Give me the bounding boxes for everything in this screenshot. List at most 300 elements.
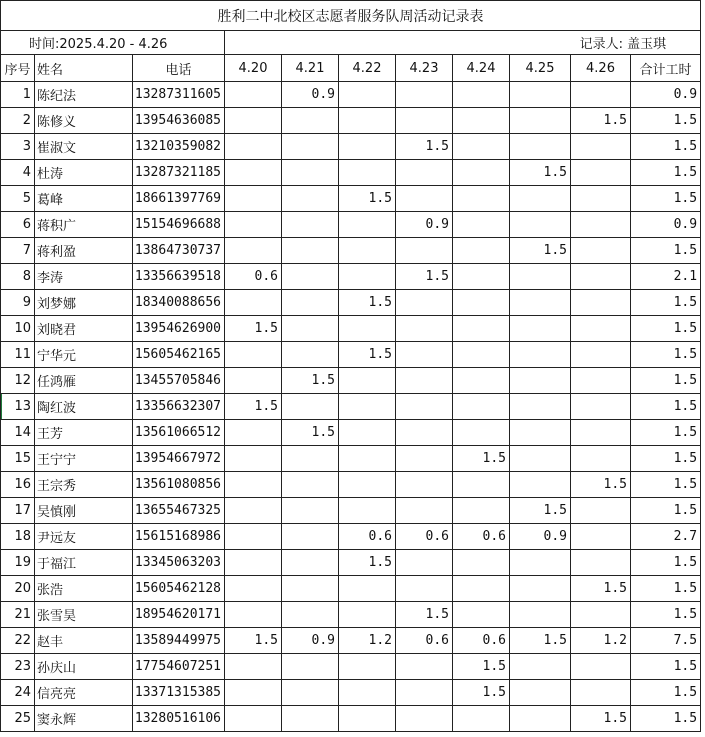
hours-cell[interactable] [510, 108, 571, 134]
hours-cell[interactable] [453, 394, 510, 420]
total-hours-cell[interactable]: 1.5 [631, 238, 701, 264]
phone-cell[interactable]: 13280516106 [133, 706, 225, 732]
hours-cell[interactable] [339, 472, 396, 498]
hours-cell[interactable] [282, 160, 339, 186]
phone-cell[interactable]: 13954626900 [133, 316, 225, 342]
hours-cell[interactable] [453, 290, 510, 316]
hours-cell[interactable] [571, 498, 631, 524]
total-hours-cell[interactable]: 1.5 [631, 550, 701, 576]
hours-cell[interactable] [339, 238, 396, 264]
hours-cell[interactable]: 1.5 [396, 134, 453, 160]
hours-cell[interactable] [225, 680, 282, 706]
hours-cell[interactable] [225, 498, 282, 524]
header-cell[interactable]: 姓名 [35, 55, 133, 82]
hours-cell[interactable]: 1.5 [571, 706, 631, 732]
hours-cell[interactable] [225, 602, 282, 628]
row-index-cell[interactable]: 21 [1, 602, 35, 628]
hours-cell[interactable] [225, 368, 282, 394]
total-hours-cell[interactable]: 2.1 [631, 264, 701, 290]
hours-cell[interactable] [282, 134, 339, 160]
hours-cell[interactable] [282, 472, 339, 498]
hours-cell[interactable] [225, 472, 282, 498]
hours-cell[interactable]: 0.9 [282, 628, 339, 654]
hours-cell[interactable] [282, 108, 339, 134]
hours-cell[interactable]: 1.5 [282, 420, 339, 446]
name-cell[interactable]: 赵丰 [35, 628, 133, 654]
hours-cell[interactable] [282, 602, 339, 628]
hours-cell[interactable]: 1.5 [571, 472, 631, 498]
phone-cell[interactable]: 13371315385 [133, 680, 225, 706]
hours-cell[interactable] [571, 602, 631, 628]
phone-cell[interactable]: 13287311605 [133, 82, 225, 108]
header-cell[interactable]: 4.23 [396, 55, 453, 82]
hours-cell[interactable] [396, 238, 453, 264]
hours-cell[interactable] [282, 680, 339, 706]
row-index-cell[interactable]: 25 [1, 706, 35, 732]
hours-cell[interactable] [396, 420, 453, 446]
header-cell[interactable]: 4.20 [225, 55, 282, 82]
hours-cell[interactable] [282, 550, 339, 576]
phone-cell[interactable]: 13655467325 [133, 498, 225, 524]
row-index-cell[interactable]: 6 [1, 212, 35, 238]
hours-cell[interactable]: 1.5 [282, 368, 339, 394]
hours-cell[interactable] [225, 212, 282, 238]
phone-cell[interactable]: 18340088656 [133, 290, 225, 316]
hours-cell[interactable]: 1.5 [339, 290, 396, 316]
hours-cell[interactable] [510, 134, 571, 160]
total-hours-cell[interactable]: 1.5 [631, 316, 701, 342]
hours-cell[interactable] [225, 550, 282, 576]
table-row [1, 108, 701, 134]
hours-cell[interactable] [396, 186, 453, 212]
name-cell[interactable]: 陶红波 [35, 394, 133, 420]
hours-cell[interactable] [225, 134, 282, 160]
name-cell[interactable]: 宁华元 [35, 342, 133, 368]
hours-cell[interactable]: 0.9 [282, 82, 339, 108]
hours-cell[interactable] [453, 368, 510, 394]
hours-cell[interactable] [510, 212, 571, 238]
hours-cell[interactable]: 1.5 [453, 446, 510, 472]
row-index-cell[interactable]: 4 [1, 160, 35, 186]
header-cell[interactable]: 4.24 [453, 55, 510, 82]
total-hours-cell[interactable]: 1.5 [631, 420, 701, 446]
hours-cell[interactable] [225, 576, 282, 602]
hours-cell[interactable]: 1.2 [339, 628, 396, 654]
total-hours-cell[interactable]: 0.9 [631, 82, 701, 108]
total-hours-cell[interactable]: 1.5 [631, 576, 701, 602]
row-index-cell[interactable]: 8 [1, 264, 35, 290]
phone-cell[interactable]: 13561066512 [133, 420, 225, 446]
hours-cell[interactable]: 1.5 [571, 576, 631, 602]
header-cell[interactable]: 序号 [1, 55, 35, 82]
hours-cell[interactable]: 1.5 [571, 108, 631, 134]
hours-cell[interactable] [339, 446, 396, 472]
hours-cell[interactable] [396, 576, 453, 602]
row-index-cell[interactable]: 24 [1, 680, 35, 706]
row-index-cell[interactable]: 7 [1, 238, 35, 264]
hours-cell[interactable] [510, 290, 571, 316]
period-cell[interactable]: 时间:2025.4.20 - 4.26 [1, 31, 225, 55]
hours-cell[interactable] [571, 420, 631, 446]
header-cell[interactable]: 4.25 [510, 55, 571, 82]
hours-cell[interactable] [282, 212, 339, 238]
hours-cell[interactable] [510, 342, 571, 368]
hours-cell[interactable] [339, 498, 396, 524]
hours-cell[interactable] [225, 160, 282, 186]
name-cell[interactable]: 窦永辉 [35, 706, 133, 732]
table-row [1, 290, 701, 316]
row-index-cell[interactable]: 14 [1, 420, 35, 446]
hours-cell[interactable] [453, 264, 510, 290]
hours-cell[interactable] [282, 706, 339, 732]
phone-cell[interactable]: 13954636085 [133, 108, 225, 134]
hours-cell[interactable] [282, 394, 339, 420]
hours-cell[interactable] [225, 108, 282, 134]
hours-cell[interactable] [510, 368, 571, 394]
hours-cell[interactable] [571, 264, 631, 290]
hours-cell[interactable] [225, 186, 282, 212]
header-cell[interactable]: 4.22 [339, 55, 396, 82]
total-hours-cell[interactable]: 1.5 [631, 342, 701, 368]
name-cell[interactable]: 于福江 [35, 550, 133, 576]
hours-cell[interactable]: 0.6 [225, 264, 282, 290]
row-index-cell[interactable]: 10 [1, 316, 35, 342]
hours-cell[interactable] [339, 706, 396, 732]
hours-cell[interactable] [453, 342, 510, 368]
table-row [1, 264, 701, 290]
hours-cell[interactable] [571, 134, 631, 160]
hours-cell[interactable] [510, 316, 571, 342]
hours-cell[interactable] [282, 342, 339, 368]
hours-cell[interactable]: 1.5 [510, 628, 571, 654]
name-cell[interactable]: 陈修义 [35, 108, 133, 134]
hours-cell[interactable] [571, 316, 631, 342]
hours-cell[interactable] [396, 290, 453, 316]
phone-cell[interactable]: 15154696688 [133, 212, 225, 238]
hours-cell[interactable] [453, 82, 510, 108]
hours-cell[interactable]: 0.6 [453, 628, 510, 654]
hours-cell[interactable] [282, 290, 339, 316]
hours-cell[interactable] [453, 238, 510, 264]
hours-cell[interactable] [510, 420, 571, 446]
hours-cell[interactable] [510, 446, 571, 472]
hours-cell[interactable] [453, 316, 510, 342]
row-index-cell[interactable]: 16 [1, 472, 35, 498]
hours-cell[interactable] [571, 238, 631, 264]
hours-cell[interactable] [571, 394, 631, 420]
row-index-cell[interactable]: 2 [1, 108, 35, 134]
name-cell[interactable]: 孙庆山 [35, 654, 133, 680]
total-hours-cell[interactable]: 2.7 [631, 524, 701, 550]
total-hours-cell[interactable]: 1.5 [631, 394, 701, 420]
phone-cell[interactable]: 13954667972 [133, 446, 225, 472]
row-index-cell[interactable]: 22 [1, 628, 35, 654]
total-hours-cell[interactable]: 1.5 [631, 160, 701, 186]
total-hours-cell[interactable]: 1.5 [631, 654, 701, 680]
hours-cell[interactable] [282, 446, 339, 472]
hours-cell[interactable] [225, 524, 282, 550]
table-row [1, 680, 701, 706]
hours-cell[interactable] [339, 212, 396, 238]
hours-cell[interactable] [396, 498, 453, 524]
hours-cell[interactable] [396, 160, 453, 186]
hours-cell[interactable] [453, 498, 510, 524]
phone-cell[interactable]: 17754607251 [133, 654, 225, 680]
header-cell[interactable]: 4.26 [571, 55, 631, 82]
hours-cell[interactable] [282, 576, 339, 602]
hours-cell[interactable] [282, 498, 339, 524]
hours-cell[interactable] [282, 238, 339, 264]
total-hours-cell[interactable]: 1.5 [631, 186, 701, 212]
hours-cell[interactable]: 1.5 [453, 680, 510, 706]
name-cell[interactable]: 蒋积广 [35, 212, 133, 238]
hours-cell[interactable]: 0.9 [396, 212, 453, 238]
name-cell[interactable]: 尹远友 [35, 524, 133, 550]
hours-cell[interactable] [453, 186, 510, 212]
name-cell[interactable]: 信亮亮 [35, 680, 133, 706]
header-cell[interactable]: 4.21 [282, 55, 339, 82]
hours-cell[interactable] [396, 82, 453, 108]
phone-cell[interactable]: 15615168986 [133, 524, 225, 550]
hours-cell[interactable] [510, 264, 571, 290]
hours-cell[interactable] [396, 446, 453, 472]
name-cell[interactable]: 杜涛 [35, 160, 133, 186]
name-cell[interactable]: 葛峰 [35, 186, 133, 212]
hours-cell[interactable] [571, 654, 631, 680]
row-index-cell[interactable]: 12 [1, 368, 35, 394]
hours-cell[interactable]: 1.5 [510, 160, 571, 186]
hours-cell[interactable] [396, 550, 453, 576]
hours-cell[interactable] [510, 576, 571, 602]
hours-cell[interactable] [396, 316, 453, 342]
hours-cell[interactable] [453, 420, 510, 446]
hours-cell[interactable] [396, 706, 453, 732]
hours-cell[interactable] [339, 420, 396, 446]
hours-cell[interactable] [510, 550, 571, 576]
hours-cell[interactable] [510, 394, 571, 420]
phone-cell[interactable]: 13356632307 [133, 394, 225, 420]
name-cell[interactable]: 王宁宁 [35, 446, 133, 472]
total-hours-cell[interactable]: 1.5 [631, 290, 701, 316]
hours-cell[interactable]: 1.5 [396, 602, 453, 628]
row-index-cell[interactable]: 3 [1, 134, 35, 160]
hours-cell[interactable]: 1.5 [225, 628, 282, 654]
hours-cell[interactable]: 1.2 [571, 628, 631, 654]
hours-cell[interactable] [453, 550, 510, 576]
name-cell[interactable]: 王芳 [35, 420, 133, 446]
phone-cell[interactable]: 13864730737 [133, 238, 225, 264]
name-cell[interactable]: 陈纪法 [35, 82, 133, 108]
hours-cell[interactable] [396, 680, 453, 706]
phone-cell[interactable]: 18661397769 [133, 186, 225, 212]
hours-cell[interactable] [453, 160, 510, 186]
hours-cell[interactable] [571, 524, 631, 550]
hours-cell[interactable]: 1.5 [510, 238, 571, 264]
hours-cell[interactable] [453, 212, 510, 238]
hours-cell[interactable] [453, 706, 510, 732]
phone-cell[interactable]: 13561080856 [133, 472, 225, 498]
hours-cell[interactable] [510, 602, 571, 628]
hours-cell[interactable] [339, 108, 396, 134]
hours-cell[interactable] [282, 654, 339, 680]
hours-cell[interactable] [571, 446, 631, 472]
hours-cell[interactable] [339, 602, 396, 628]
name-cell[interactable]: 崔淑文 [35, 134, 133, 160]
total-hours-cell[interactable]: 7.5 [631, 628, 701, 654]
hours-cell[interactable] [339, 264, 396, 290]
hours-cell[interactable] [339, 394, 396, 420]
total-hours-cell[interactable]: 1.5 [631, 706, 701, 732]
hours-cell[interactable] [396, 394, 453, 420]
hours-cell[interactable] [453, 472, 510, 498]
row-index-cell[interactable]: 5 [1, 186, 35, 212]
hours-cell[interactable] [510, 186, 571, 212]
hours-cell[interactable] [339, 82, 396, 108]
hours-cell[interactable] [396, 472, 453, 498]
hours-cell[interactable]: 1.5 [225, 394, 282, 420]
hours-cell[interactable] [510, 472, 571, 498]
name-cell[interactable]: 李涛 [35, 264, 133, 290]
hours-cell[interactable] [282, 264, 339, 290]
hours-cell[interactable] [571, 342, 631, 368]
hours-cell[interactable]: 0.6 [453, 524, 510, 550]
phone-cell[interactable]: 13345063203 [133, 550, 225, 576]
hours-cell[interactable] [571, 680, 631, 706]
total-hours-cell[interactable]: 1.5 [631, 680, 701, 706]
phone-cell[interactable]: 15605462165 [133, 342, 225, 368]
hours-cell[interactable] [225, 290, 282, 316]
row-index-cell[interactable]: 23 [1, 654, 35, 680]
hours-cell[interactable] [225, 342, 282, 368]
hours-cell[interactable] [571, 212, 631, 238]
table-row [1, 472, 701, 498]
hours-cell[interactable] [510, 82, 571, 108]
hours-cell[interactable] [396, 654, 453, 680]
hours-cell[interactable] [339, 160, 396, 186]
table-row [1, 524, 701, 550]
table-row [1, 186, 701, 212]
row-index-cell[interactable]: 15 [1, 446, 35, 472]
hours-cell[interactable] [453, 134, 510, 160]
hours-cell[interactable] [225, 420, 282, 446]
hours-cell[interactable]: 1.5 [225, 316, 282, 342]
total-hours-cell[interactable]: 0.9 [631, 212, 701, 238]
hours-cell[interactable] [339, 316, 396, 342]
hours-cell[interactable] [339, 576, 396, 602]
name-cell[interactable]: 王宗秀 [35, 472, 133, 498]
phone-cell[interactable]: 13356639518 [133, 264, 225, 290]
hours-cell[interactable] [339, 654, 396, 680]
row-index-cell[interactable]: 19 [1, 550, 35, 576]
hours-cell[interactable] [396, 108, 453, 134]
total-hours-cell[interactable]: 1.5 [631, 134, 701, 160]
hours-cell[interactable] [282, 186, 339, 212]
hours-cell[interactable] [396, 368, 453, 394]
hours-cell[interactable] [453, 576, 510, 602]
hours-cell[interactable] [510, 706, 571, 732]
hours-cell[interactable] [225, 654, 282, 680]
total-hours-cell[interactable]: 1.5 [631, 446, 701, 472]
total-hours-cell[interactable]: 1.5 [631, 472, 701, 498]
row-index-cell[interactable]: 20 [1, 576, 35, 602]
phone-cell[interactable]: 13455705846 [133, 368, 225, 394]
hours-cell[interactable] [282, 524, 339, 550]
hours-cell[interactable] [510, 654, 571, 680]
hours-cell[interactable] [225, 706, 282, 732]
hours-cell[interactable] [571, 550, 631, 576]
hours-cell[interactable] [571, 82, 631, 108]
hours-cell[interactable] [510, 680, 571, 706]
hours-cell[interactable]: 0.9 [510, 524, 571, 550]
row-index-cell[interactable]: 11 [1, 342, 35, 368]
phone-cell[interactable]: 13210359082 [133, 134, 225, 160]
hours-cell[interactable]: 1.5 [339, 342, 396, 368]
sheet-title[interactable]: 胜利二中北校区志愿者服务队周活动记录表 [1, 1, 701, 31]
hours-cell[interactable] [396, 342, 453, 368]
hours-cell[interactable]: 1.5 [396, 264, 453, 290]
phone-cell[interactable]: 13589449975 [133, 628, 225, 654]
total-hours-cell[interactable]: 1.5 [631, 368, 701, 394]
name-cell[interactable]: 刘晓君 [35, 316, 133, 342]
name-cell[interactable]: 蒋利盈 [35, 238, 133, 264]
hours-cell[interactable] [453, 108, 510, 134]
hours-cell[interactable] [571, 290, 631, 316]
hours-cell[interactable] [282, 316, 339, 342]
total-hours-cell[interactable]: 1.5 [631, 498, 701, 524]
row-index-cell[interactable]: 17 [1, 498, 35, 524]
name-cell[interactable]: 刘梦娜 [35, 290, 133, 316]
hours-cell[interactable]: 1.5 [453, 654, 510, 680]
row-index-cell[interactable]: 1 [1, 82, 35, 108]
total-hours-cell[interactable]: 1.5 [631, 108, 701, 134]
hours-cell[interactable] [339, 680, 396, 706]
title-row [1, 1, 701, 31]
header-cell[interactable]: 合计工时 [631, 55, 701, 82]
header-cell[interactable]: 电话 [133, 55, 225, 82]
hours-cell[interactable] [339, 368, 396, 394]
phone-cell[interactable]: 18954620171 [133, 602, 225, 628]
hours-cell[interactable] [571, 160, 631, 186]
table-row [1, 342, 701, 368]
hours-cell[interactable]: 0.6 [396, 628, 453, 654]
hours-cell[interactable]: 1.5 [339, 186, 396, 212]
recorder-cell[interactable]: 记录人: 盖玉琪 [225, 31, 701, 55]
phone-cell[interactable]: 13287321185 [133, 160, 225, 186]
hours-cell[interactable]: 1.5 [339, 550, 396, 576]
hours-cell[interactable] [571, 186, 631, 212]
name-cell[interactable]: 张浩 [35, 576, 133, 602]
hours-cell[interactable]: 0.6 [396, 524, 453, 550]
hours-cell[interactable] [453, 602, 510, 628]
hours-cell[interactable] [225, 238, 282, 264]
row-index-cell[interactable]: 9 [1, 290, 35, 316]
table-row [1, 394, 701, 420]
row-index-cell[interactable]: 18 [1, 524, 35, 550]
hours-cell[interactable] [225, 82, 282, 108]
total-hours-cell[interactable]: 1.5 [631, 602, 701, 628]
name-cell[interactable]: 吴慎刚 [35, 498, 133, 524]
row-index-cell[interactable]: 13 [1, 394, 35, 420]
hours-cell[interactable]: 1.5 [510, 498, 571, 524]
hours-cell[interactable] [571, 368, 631, 394]
name-cell[interactable]: 张雪昊 [35, 602, 133, 628]
hours-cell[interactable] [225, 446, 282, 472]
header-row [1, 55, 701, 82]
hours-cell[interactable] [339, 134, 396, 160]
phone-cell[interactable]: 15605462128 [133, 576, 225, 602]
name-cell[interactable]: 任鸿雁 [35, 368, 133, 394]
hours-cell[interactable]: 0.6 [339, 524, 396, 550]
